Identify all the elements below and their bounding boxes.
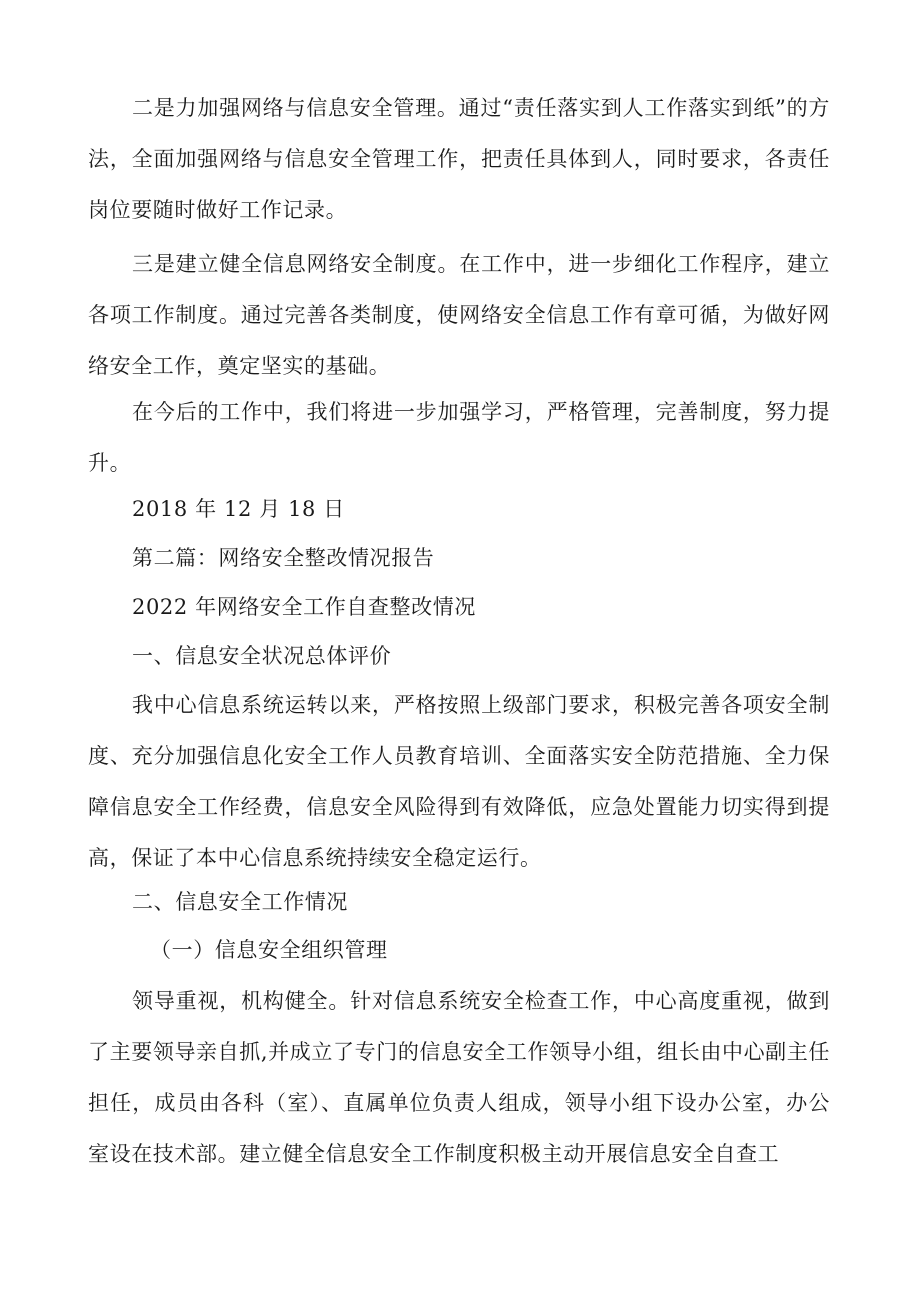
report-title: 2022 年网络安全工作自查整改情况 [132, 595, 476, 619]
date-line: 2018 年 12 月 18 日 [132, 497, 345, 521]
paragraph-future-work: 在今后的工作中，我们将进一步加强学习，严格管理，完善制度，努力提升。 [88, 400, 830, 475]
heading-overall-evaluation: 一、信息安全状况总体评价 [132, 644, 392, 668]
paragraph-leadership: 领导重视，机构健全。针对信息系统安全检查工作，中心高度重视，做到了主要领导亲自抓,并成立了专门的信息安全工作领导小组，组长由中心副主任担任，成员由各科（室）、直属单位负责人组成，领导小组下设办公室，办公室设在技术部。建立健全信息安全工作制度积极主动开展信息安全自查工 [88, 989, 830, 1166]
paragraph-overall-evaluation: 我中心信息系统运转以来，严格按照上级部门要求，积极完善各项安全制度、充分加强信息化安全工作人员教育培训、全面落实安全防范措施、全力保障信息安全工作经费，信息安全风险得到有效降低，应急处置能力切实得到提高，保证了本中心信息系统持续安全稳定运行。 [88, 693, 830, 870]
heading-work-status: 二、信息安全工作情况 [132, 890, 348, 914]
section-title: 第二篇：网络安全整改情况报告 [132, 546, 435, 570]
paragraph-network-security-management: 二是力加强网络与信息安全管理。通过“责任落实到人工作落实到纸”的方法，全面加强网络与信息安全管理工作，把责任具体到人，同时要求，各责任岗位要随时做好工作记录。 [88, 96, 830, 222]
paragraph-security-system: 三是建立健全信息网络安全制度。在工作中，进一步细化工作程序，建立各项工作制度。通过完善各类制度，使网络安全信息工作有章可循，为做好网络安全工作，奠定坚实的基础。 [88, 252, 830, 378]
subheading-organization: （一）信息安全组织管理 [150, 938, 388, 962]
